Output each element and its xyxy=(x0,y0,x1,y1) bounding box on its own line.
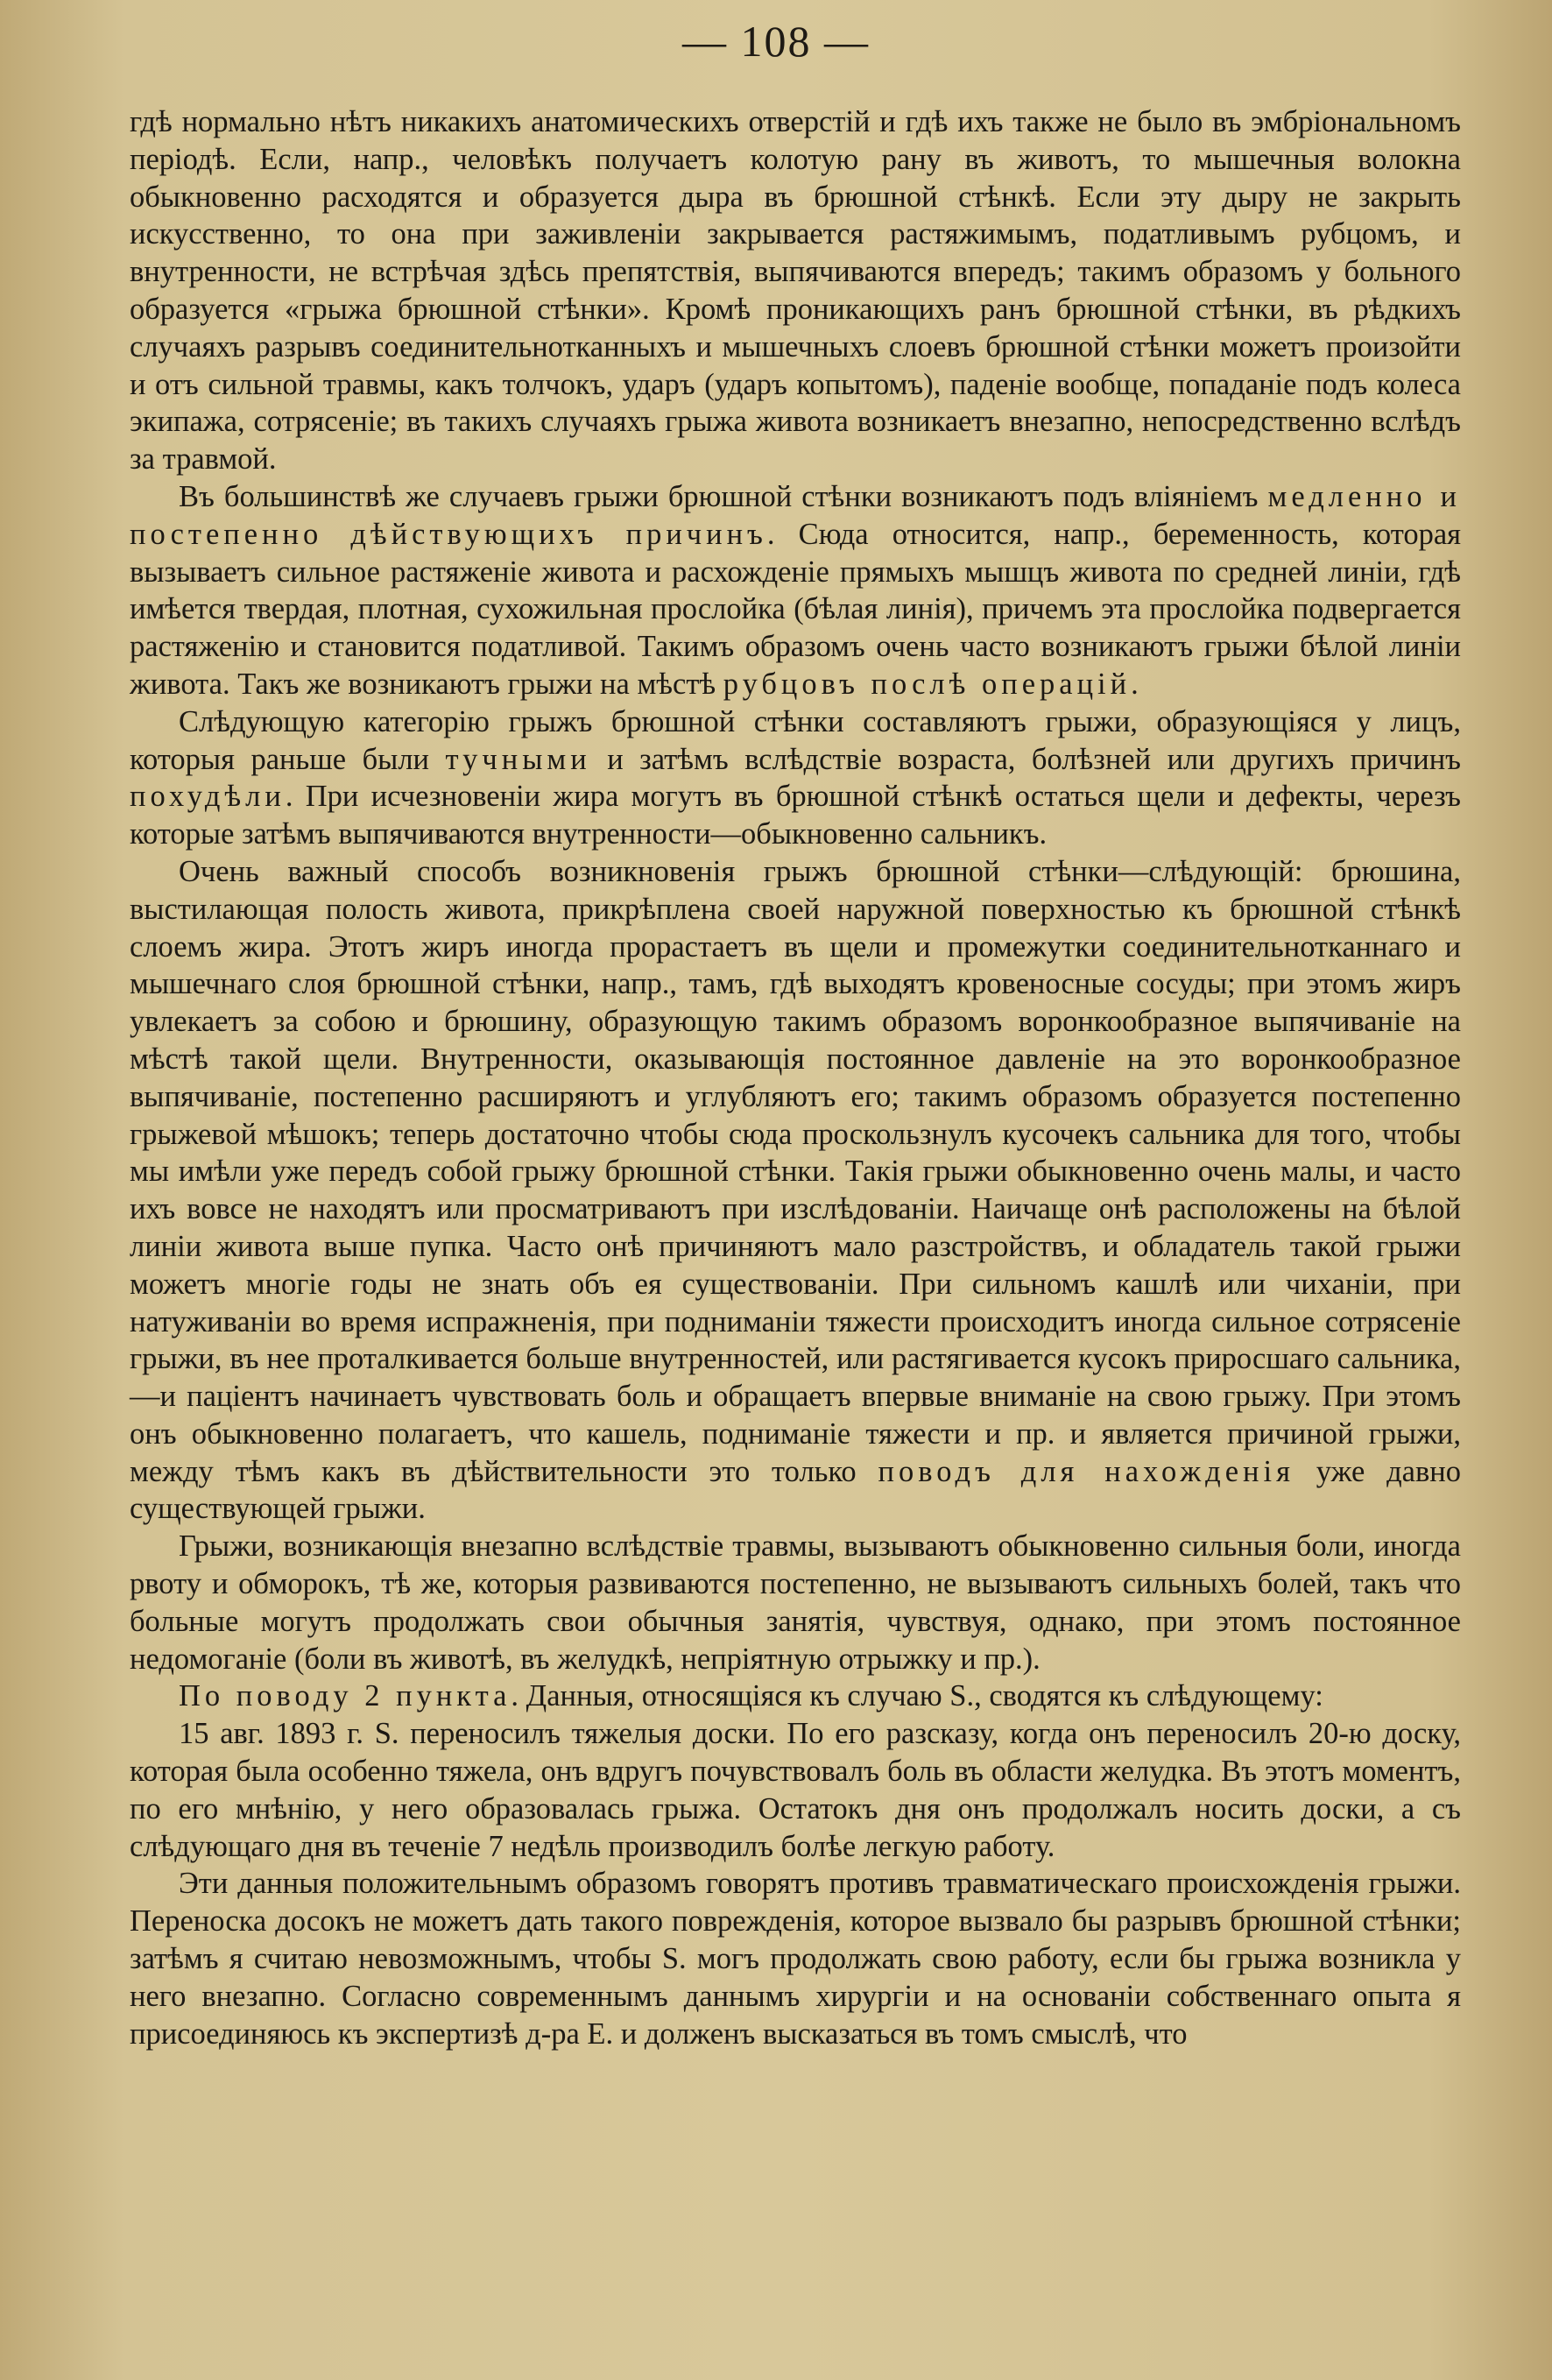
paragraph xyxy=(130,103,1461,478)
paragraph xyxy=(130,478,1461,703)
paragraph xyxy=(130,853,1461,1528)
paragraph-text: Грыжи, возникающія внезапно вслѣдствіе травмы, вызываютъ обыкновенно сильныя боли, иногда рвоту и обморокъ, тѣ же, которыя развиваются постепенно, не вызываютъ сильныхъ болей, такъ что больные могутъ продолжать свои обычныя занятія, чувствуя, однако, при этомъ постоянное недомоганіе (боли въ животѣ, въ желудкѣ, непріятную отрыжку и пр.). xyxy=(130,1529,1461,1676)
emphasized-text: По поводу 2 пункта xyxy=(179,1679,511,1713)
paragraph xyxy=(130,1865,1461,2052)
paragraph xyxy=(130,1715,1461,1865)
paragraph-text: 15 авг. 1893 г. S. переносилъ тяжелыя доски. По его разсказу, когда онъ переносилъ 20-ю доску, которая была особенно тяжела, онъ вдругъ почувствовалъ боль въ области желудка. Въ этотъ моментъ, по его мнѣнію, у него образовалась грыжа. Остатокъ дня онъ продолжалъ носить доски, а съ слѣдующаго дня въ теченіе 7 недѣль производилъ болѣе легкую работу. xyxy=(130,1717,1461,1863)
paragraph-text: Эти данныя положительнымъ образомъ говорятъ противъ травматическаго происхожденія грыжи. Переноска досокъ не можетъ дать такого поврежденія, которое вызвало бы разрывъ брюшной стѣнки; затѣмъ я считаю невозможнымъ, чтобы S. могъ продолжать свою работу, если бы грыжа возникла у него внезапно. Согласно современнымъ даннымъ хирургіи и на основаніи собственнаго опыта я присоединяюсь къ экспертизѣ д-ра Е. и долженъ высказаться въ томъ смыслѣ, что xyxy=(130,1867,1461,2051)
paragraph-text: . Данныя, относящіяся къ случаю S., сводятся къ слѣдующему: xyxy=(511,1679,1323,1713)
page-body-text xyxy=(130,103,1461,2052)
paragraph-text: и затѣмъ вслѣдствіе возраста, болѣзней или другихъ причинъ xyxy=(590,742,1461,776)
paragraph-text: Слѣдующую категорію грыжъ брюшной стѣнки составляютъ грыжи, образующіяся у лицъ, которыя раньше были xyxy=(130,704,1461,776)
paragraph xyxy=(130,1677,1461,1715)
paragraph-text: . Сюда относится, напр., беременность, которая вызываетъ сильное растяженіе живота и расхожденіе прямыхъ мышцъ живота по средней линіи, гдѣ имѣется твердая, плотная, сухожильная прослойка (бѣлая линія), причемъ эта прослойка подвергается растяженію и становится податливой. Такимъ образомъ очень часто возникаютъ грыжи бѣлой линіи живота. Такъ же возникаютъ грыжи на мѣстѣ xyxy=(130,517,1461,701)
emphasized-text: похудѣли xyxy=(130,780,286,814)
paragraph xyxy=(130,1528,1461,1677)
emphasized-text: рубцовъ послѣ операцій xyxy=(723,667,1132,701)
paragraph-text: . xyxy=(1131,667,1139,701)
paragraph-text: уже давно существующей грыжи. xyxy=(130,1454,1462,1526)
page-number: — 108 — xyxy=(682,17,870,66)
emphasized-text: поводъ для нахожденія xyxy=(878,1454,1295,1488)
paragraph-text: . При исчезновеніи жира могутъ въ брюшной стѣнкѣ остаться щели и дефекты, черезъ которые затѣмъ выпячиваются внутренности—обыкновенно сальникъ. xyxy=(130,780,1461,851)
paragraph xyxy=(130,703,1461,853)
paragraph-text: гдѣ нормально нѣтъ никакихъ анатомическихъ отверстій и гдѣ ихъ также не было въ эмбріональномъ періодѣ. Если, напр., человѣкъ получаетъ колотую рану въ животъ, то мышечныя волокна обыкновенно расходятся и образуется дыра въ брюшной стѣнкѣ. Если эту дыру не закрыть искусственно, то она при заживленіи закрывается растяжимымъ, податливымъ рубцомъ, и внутренности, не встрѣчая здѣсь препятствія, выпячиваются впередъ; такимъ образомъ у больного образуется «грыжа брюшной стѣнки». Кромѣ проникающихъ ранъ брюшной стѣнки, въ рѣдкихъ случаяхъ разрывъ соединительнотканныхъ и мышечныхъ слоевъ брюшной стѣнки можетъ произойти и отъ сильной травмы, какъ толчокъ, ударъ (ударъ копытомъ), паденіе вообще, попаданіе подъ колеса экипажа, сотрясеніе; въ такихъ случаяхъ грыжа живота возникаетъ внезапно, непосредственно вслѣдъ за травмой. xyxy=(130,105,1461,477)
paragraph-text: Въ большинствѣ же случаевъ грыжи брюшной стѣнки возникаютъ подъ вліяніемъ xyxy=(179,479,1268,513)
paragraph-text: Очень важный способъ возникновенія грыжъ брюшной стѣнки—слѣдующій: брюшина, выстилающая полость живота, прикрѣплена своей наружной поверхностью къ брюшной стѣнкѣ слоемъ жира. Этотъ жиръ иногда прорастаетъ въ щели и промежутки соединительнотканнаго и мышечнаго слоя брюшной стѣнки, напр., тамъ, гдѣ выходятъ кровеносные сосуды; при этомъ жиръ увлекаетъ за собою и брюшину, образующую такимъ образомъ воронкообразное выпячиваніе на мѣстѣ такой щели. Внутренности, оказывающія постоянное давленіе на это воронкообразное выпячиваніе, постепенно расширяютъ и углубляютъ его; такимъ образомъ образуется постепенно грыжевой мѣшокъ; теперь достаточно чтобы сюда проскользнулъ кусочекъ сальника для того, чтобы мы имѣли уже передъ собой грыжу брюшной стѣнки. Такія грыжи обыкновенно очень малы, и часто ихъ вовсе не находятъ или просматриваютъ при изслѣдованіи. Наичаще онѣ расположены на бѣлой линіи живота выше пупка. Часто онѣ причиняютъ мало разстройствъ, и обладатель такой грыжи можетъ многіе годы не знать объ ея существованіи. При сильномъ кашлѣ или чиханіи, при натуживаніи во время испражненія, при подниманіи тяжести происходитъ иногда сильное сотрясеніе грыжи, въ нее проталкивается больше внутренностей, или растягивается кусокъ приросшаго сальника,—и паціентъ начинаетъ чувствовать боль и обращаетъ впервые вниманіе на свою грыжу. При этомъ онъ обыкновенно полагаетъ, что кашель, подниманіе тяжести и пр. и является причиной грыжи, между тѣмъ какъ въ дѣйствительности это только xyxy=(130,854,1461,1488)
emphasized-text: медленно и постепенно дѣйствующихъ причинъ xyxy=(130,479,1461,551)
emphasized-text: тучными xyxy=(445,742,591,776)
